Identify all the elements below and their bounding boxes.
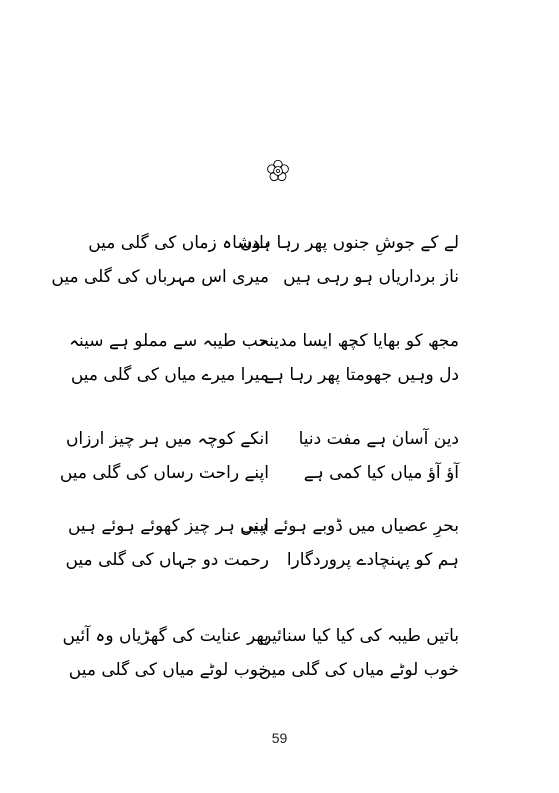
- verse-line: [0, 360, 559, 394]
- verse-first-half: باتیں طیبہ کی کیا کیا سنائیں: [259, 626, 459, 646]
- verse-line: [0, 262, 559, 296]
- stanza-2: [0, 326, 559, 394]
- verse-first-half: مجھ کو بھایا کچھ ایسا مدینہ: [259, 331, 459, 351]
- verse-first-half: دل وہیں جھومتا پھر رہا ہے: [264, 365, 459, 385]
- verse-second-half: اپنے راحت رساں کی گلی میں: [59, 463, 269, 483]
- verse-line: [0, 621, 559, 655]
- verse-second-half: میری اس مہرباں کی گلی میں: [51, 267, 269, 287]
- verse-first-half: دین آسان ہے مفت دنیا: [298, 429, 459, 449]
- stanza-5: [0, 621, 559, 689]
- verse-second-half: خوب لوٹے میاں کی گلی میں: [68, 660, 269, 680]
- verse-second-half: انکے کوچہ میں ہر چیز ارزاں: [65, 429, 269, 449]
- verse-first-half: لے کے جوشِ جنوں پھر رہا ہوں: [239, 233, 459, 253]
- verse-second-half: حب طیبہ سے مملو ہے سینہ: [69, 331, 269, 351]
- stanza-1: [0, 228, 559, 296]
- verse-first-half: ناز برداریاں ہو رہی ہیں: [283, 267, 459, 287]
- verse-second-half: رحمت دو جہاں کی گلی میں: [65, 550, 269, 570]
- verse-line: [0, 326, 559, 360]
- verse-line: [0, 655, 559, 689]
- verse-first-half: بحرِ عصیاں میں ڈوبے ہوئے ہیں: [240, 516, 459, 536]
- stanza-4: [0, 511, 559, 579]
- page-number: 59: [271, 730, 288, 746]
- verse-line: [0, 424, 559, 458]
- verse-first-half: خوب لوٹے میاں کی گلی میں: [258, 660, 459, 680]
- verse-second-half: پھر عنایت کی گھڑیاں وہ آئیں: [62, 626, 269, 646]
- verse-first-half: آؤ آؤ میاں کیا کمی ہے: [303, 463, 459, 483]
- stanza-3: [0, 424, 559, 492]
- verse-line: [0, 511, 559, 545]
- verse-second-half: بادشاہ زماں کی گلی میں: [88, 233, 269, 253]
- verse-line: [0, 458, 559, 492]
- verse-second-half: میرا میرے میاں کی گلی میں: [70, 365, 269, 385]
- verse-first-half: ہم کو پہنچادے پروردگارا: [286, 550, 459, 570]
- verse-line: [0, 228, 559, 262]
- flower-ornament-icon: [265, 158, 291, 184]
- verse-second-half: اپنی ہر چیز کھوئے ہوئے ہیں: [67, 516, 269, 536]
- verse-line: [0, 545, 559, 579]
